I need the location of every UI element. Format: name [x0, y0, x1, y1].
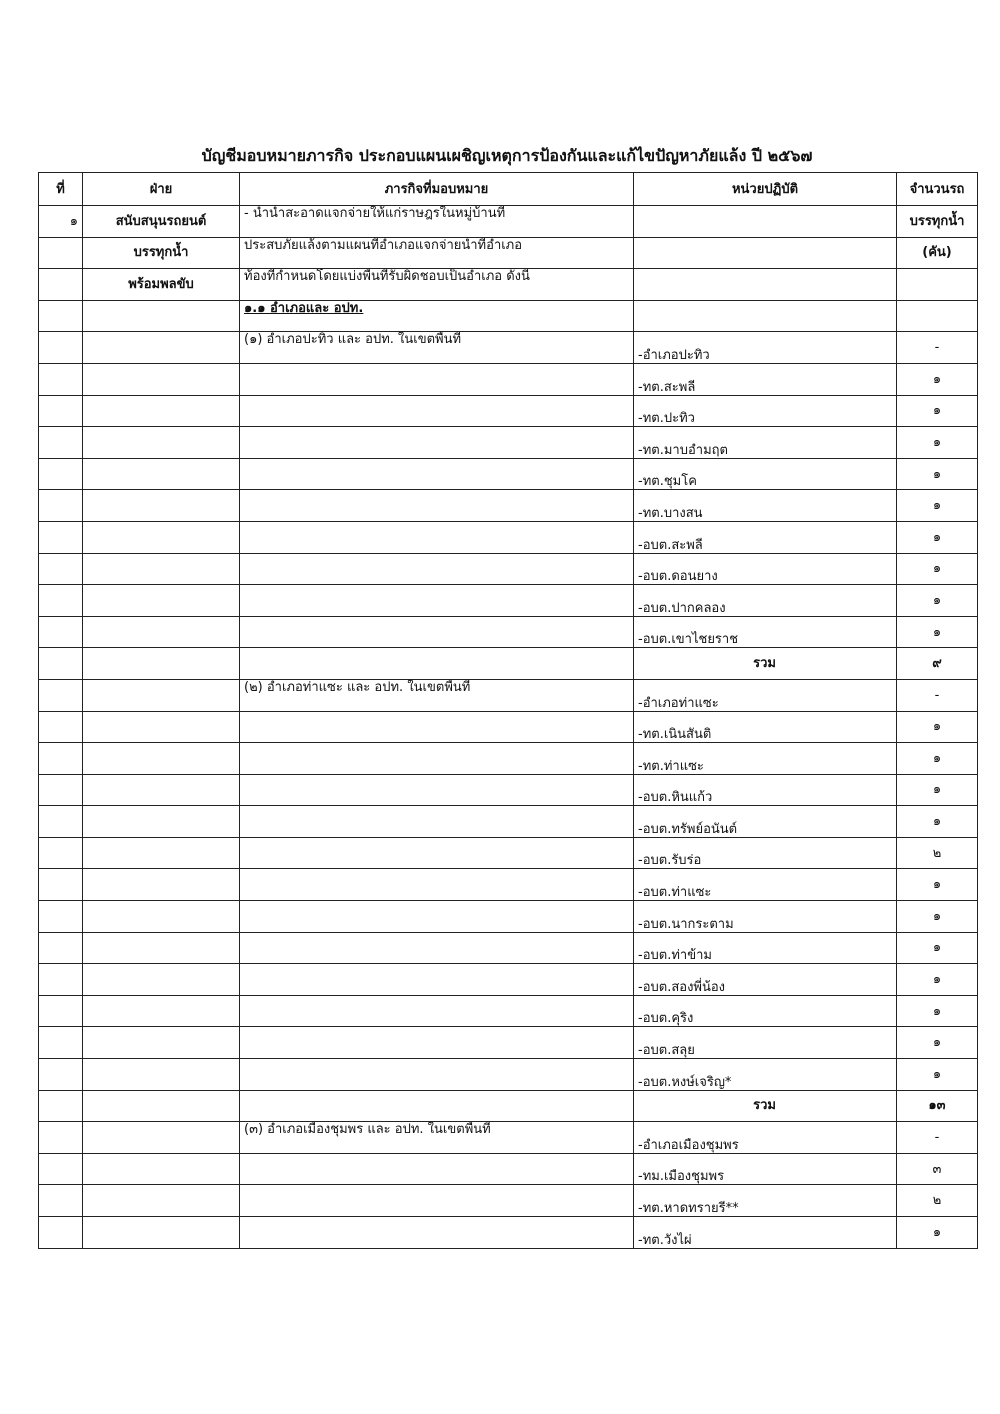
department-cell [83, 490, 240, 522]
task-cell: - นำน้ำสะอาดแจกจ่ายให้แก่ราษฎรในหมู่บ้านที่ [240, 206, 634, 238]
row-number-cell [39, 585, 83, 617]
unit-cell: -อบต.คุริง [634, 995, 897, 1027]
vehicle-count-cell: ๑ [897, 1059, 978, 1091]
department-cell [83, 1090, 240, 1122]
assignment-table [38, 172, 978, 1249]
unit-cell: -อบต.สลุย [634, 1027, 897, 1059]
table-row [39, 616, 978, 648]
task-cell [240, 363, 634, 395]
vehicle-count-cell: - [897, 679, 978, 711]
table-row [39, 806, 978, 838]
department-cell [83, 1153, 240, 1185]
unit-cell: -ทต.ชุมโค [634, 458, 897, 490]
unit-cell: -ทม.เมืองชุมพร [634, 1153, 897, 1185]
table-row [39, 1153, 978, 1185]
unit-cell: -อำเภอท่าแซะ [634, 679, 897, 711]
row-number-cell [39, 458, 83, 490]
task-cell [240, 869, 634, 901]
unit-cell: -อบต.ดอนยาง [634, 553, 897, 585]
unit-cell: -อบต.นากระตาม [634, 901, 897, 933]
unit-cell: -ทต.หาดทรายรี** [634, 1185, 897, 1217]
row-number-cell [39, 427, 83, 459]
task-cell [240, 932, 634, 964]
table-row [39, 1122, 978, 1154]
row-number-cell [39, 837, 83, 869]
task-cell [240, 1185, 634, 1217]
vehicle-count-cell: ๑ [897, 458, 978, 490]
task-cell: (๑) อำเภอปะทิว และ อปท. ในเขตพื้นที่ [240, 332, 634, 364]
task-cell: ท้องที่กำหนดโดยแบ่งพื้นที่รับผิดชอบเป็นอำเภอ ดังนี้ [240, 269, 634, 301]
row-number-cell [39, 521, 83, 553]
vehicle-count-cell: ๒ [897, 1185, 978, 1217]
unit-cell: -อบต.สะพลี [634, 521, 897, 553]
vehicle-count-cell: ๑ [897, 490, 978, 522]
unit-cell: -ทต.บางสน [634, 490, 897, 522]
task-cell [240, 1027, 634, 1059]
vehicle-count-cell: - [897, 1122, 978, 1154]
task-cell [240, 995, 634, 1027]
task-cell [240, 1059, 634, 1091]
unit-cell [634, 206, 897, 238]
row-number-cell [39, 332, 83, 364]
task-cell [240, 395, 634, 427]
task-cell [240, 521, 634, 553]
unit-cell: -อบต.สองพี่น้อง [634, 964, 897, 996]
vehicle-count-cell: ๑ [897, 363, 978, 395]
task-cell [240, 1153, 634, 1185]
row-number-cell [39, 1153, 83, 1185]
row-number-cell [39, 648, 83, 680]
unit-cell: -ทต.สะพลี [634, 363, 897, 395]
table-row [39, 901, 978, 933]
department-cell [83, 1122, 240, 1154]
row-number-cell [39, 553, 83, 585]
row-number-cell [39, 1122, 83, 1154]
department-cell [83, 932, 240, 964]
vehicle-count-cell: ๑ [897, 869, 978, 901]
unit-cell: -ทต.มาบอำมฤต [634, 427, 897, 459]
vehicle-count-cell: ๑ [897, 932, 978, 964]
table-body [39, 206, 978, 1249]
department-cell [83, 1027, 240, 1059]
table-row [39, 1185, 978, 1217]
unit-cell: -ทต.ท่าแซะ [634, 743, 897, 775]
task-cell [240, 1090, 634, 1122]
row-number-cell [39, 901, 83, 933]
vehicle-count-cell: ๑ [897, 901, 978, 933]
task-cell [240, 585, 634, 617]
table-row [39, 995, 978, 1027]
table-row [39, 269, 978, 301]
unit-cell: -อบต.ปากคลอง [634, 585, 897, 617]
row-number-cell [39, 743, 83, 775]
vehicle-count-cell: ๓ [897, 1153, 978, 1185]
row-number-cell [39, 869, 83, 901]
task-cell [240, 1217, 634, 1249]
table-row [39, 585, 978, 617]
row-number-cell [39, 616, 83, 648]
table-row [39, 427, 978, 459]
row-number-cell [39, 932, 83, 964]
department-cell [83, 300, 240, 332]
row-number-cell [39, 995, 83, 1027]
vehicle-count-cell: ๑ [897, 395, 978, 427]
department-cell [83, 774, 240, 806]
table-row [39, 363, 978, 395]
task-cell [240, 300, 634, 332]
task-cell [240, 901, 634, 933]
vehicle-count-cell: ๑ [897, 521, 978, 553]
vehicle-count-cell: บรรทุกน้ำ [897, 206, 978, 238]
department-cell: พร้อมพลขับ [83, 269, 240, 301]
row-number-cell [39, 395, 83, 427]
department-cell [83, 869, 240, 901]
row-number-cell [39, 269, 83, 301]
row-number-cell [39, 774, 83, 806]
department-cell [83, 553, 240, 585]
task-cell: (๓) อำเภอเมืองชุมพร และ อปท. ในเขตพื้นที่ [240, 1122, 634, 1154]
vehicle-count-cell: ๑ [897, 1217, 978, 1249]
vehicle-count-cell: (คัน) [897, 237, 978, 269]
unit-cell: -อบต.หินแก้ว [634, 774, 897, 806]
row-number-cell [39, 711, 83, 743]
task-cell [240, 490, 634, 522]
table-header-row [39, 173, 978, 206]
department-cell [83, 711, 240, 743]
table-row [39, 774, 978, 806]
vehicle-count-cell: ๑๓ [897, 1090, 978, 1122]
row-number-cell [39, 300, 83, 332]
department-cell [83, 806, 240, 838]
section-heading: ๑.๑ อำเภอและ อปท. [244, 300, 364, 316]
table-row [39, 490, 978, 522]
unit-cell: -อำเภอปะทิว [634, 332, 897, 364]
unit-cell: -ทต.ปะทิว [634, 395, 897, 427]
table-row [39, 206, 978, 238]
vehicle-count-cell: - [897, 332, 978, 364]
table-row [39, 521, 978, 553]
task-cell: ประสบภัยแล้งตามแผนที่อำเภอแจกจ่ายน้ำที่อำเภอ [240, 237, 634, 269]
table-row [39, 1027, 978, 1059]
unit-cell [634, 269, 897, 301]
table-row [39, 837, 978, 869]
table-row [39, 964, 978, 996]
unit-cell: -อบต.ท่าแซะ [634, 869, 897, 901]
row-number-cell [39, 1027, 83, 1059]
unit-cell: -ทต.เนินสันติ [634, 711, 897, 743]
vehicle-count-cell: ๙ [897, 648, 978, 680]
row-number-cell [39, 679, 83, 711]
vehicle-count-cell: ๑ [897, 995, 978, 1027]
task-cell [240, 806, 634, 838]
table-row [39, 237, 978, 269]
task-cell [240, 711, 634, 743]
table-row [39, 932, 978, 964]
department-cell [83, 1059, 240, 1091]
table-row [39, 332, 978, 364]
vehicle-count-cell: ๑ [897, 427, 978, 459]
task-cell [240, 774, 634, 806]
unit-cell: รวม [634, 1090, 897, 1122]
unit-cell: -ทต.วังไผ่ [634, 1217, 897, 1249]
row-number-cell [39, 1059, 83, 1091]
table-row [39, 679, 978, 711]
department-cell: สนับสนุนรถยนต์ [83, 206, 240, 238]
department-cell [83, 995, 240, 1027]
header-dept: ฝ่าย [83, 173, 240, 206]
row-number-cell [39, 1217, 83, 1249]
task-cell [240, 837, 634, 869]
table-row [39, 395, 978, 427]
unit-cell: -อบต.ท่าข้าม [634, 932, 897, 964]
department-cell [83, 901, 240, 933]
row-number-cell [39, 964, 83, 996]
vehicle-count-cell: ๑ [897, 806, 978, 838]
row-number-cell [39, 1185, 83, 1217]
department-cell: บรรทุกน้ำ [83, 237, 240, 269]
department-cell [83, 679, 240, 711]
table-row [39, 869, 978, 901]
department-cell [83, 837, 240, 869]
row-number-cell [39, 363, 83, 395]
vehicle-count-cell: ๑ [897, 964, 978, 996]
unit-cell: -อำเภอเมืองชุมพร [634, 1122, 897, 1154]
row-number-cell [39, 490, 83, 522]
vehicle-count-cell: ๑ [897, 711, 978, 743]
task-cell [240, 553, 634, 585]
department-cell [83, 648, 240, 680]
vehicle-count-cell: ๑ [897, 616, 978, 648]
department-cell [83, 1217, 240, 1249]
department-cell [83, 585, 240, 617]
department-cell [83, 363, 240, 395]
department-cell [83, 427, 240, 459]
unit-cell: -อบต.ทรัพย์อนันต์ [634, 806, 897, 838]
unit-cell [634, 237, 897, 269]
unit-cell: -อบต.หงษ์เจริญ* [634, 1059, 897, 1091]
row-number-cell: ๑ [39, 206, 83, 238]
header-unit: หน่วยปฏิบัติ [634, 173, 897, 206]
vehicle-count-cell: ๑ [897, 553, 978, 585]
unit-cell: -อบต.รับร่อ [634, 837, 897, 869]
table-row [39, 1059, 978, 1091]
task-cell [240, 458, 634, 490]
unit-cell [634, 300, 897, 332]
task-cell [240, 648, 634, 680]
document-title: บัญชีมอบหมายภารกิจ ประกอบแผนเผชิญเหตุการป้องกันและแก้ไขปัญหาภัยแล้ง ปี ๒๕๖๗ [201, 146, 813, 165]
task-cell [240, 964, 634, 996]
row-number-cell [39, 806, 83, 838]
vehicle-count-cell [897, 300, 978, 332]
table-row [39, 648, 978, 680]
vehicle-count-cell [897, 269, 978, 301]
department-cell [83, 332, 240, 364]
task-cell [240, 427, 634, 459]
table-row [39, 743, 978, 775]
department-cell [83, 521, 240, 553]
unit-cell: รวม [634, 648, 897, 680]
header-task: ภารกิจที่มอบหมาย [240, 173, 634, 206]
department-cell [83, 458, 240, 490]
vehicle-count-cell: ๑ [897, 585, 978, 617]
table-row [39, 300, 978, 332]
header-count: จำนวนรถ [897, 173, 978, 206]
vehicle-count-cell: ๒ [897, 837, 978, 869]
department-cell [83, 964, 240, 996]
vehicle-count-cell: ๑ [897, 1027, 978, 1059]
table-row [39, 1090, 978, 1122]
department-cell [83, 743, 240, 775]
task-cell [240, 616, 634, 648]
header-no: ที่ [39, 173, 83, 206]
table-row [39, 458, 978, 490]
table-row [39, 711, 978, 743]
row-number-cell [39, 1090, 83, 1122]
department-cell [83, 616, 240, 648]
department-cell [83, 395, 240, 427]
task-cell: (๒) อำเภอท่าแซะ และ อปท. ในเขตพื้นที่ [240, 679, 634, 711]
table-row [39, 553, 978, 585]
task-cell [240, 743, 634, 775]
unit-cell: -อบต.เขาไชยราช [634, 616, 897, 648]
department-cell [83, 1185, 240, 1217]
table-row [39, 1217, 978, 1249]
row-number-cell [39, 237, 83, 269]
vehicle-count-cell: ๑ [897, 743, 978, 775]
vehicle-count-cell: ๑ [897, 774, 978, 806]
